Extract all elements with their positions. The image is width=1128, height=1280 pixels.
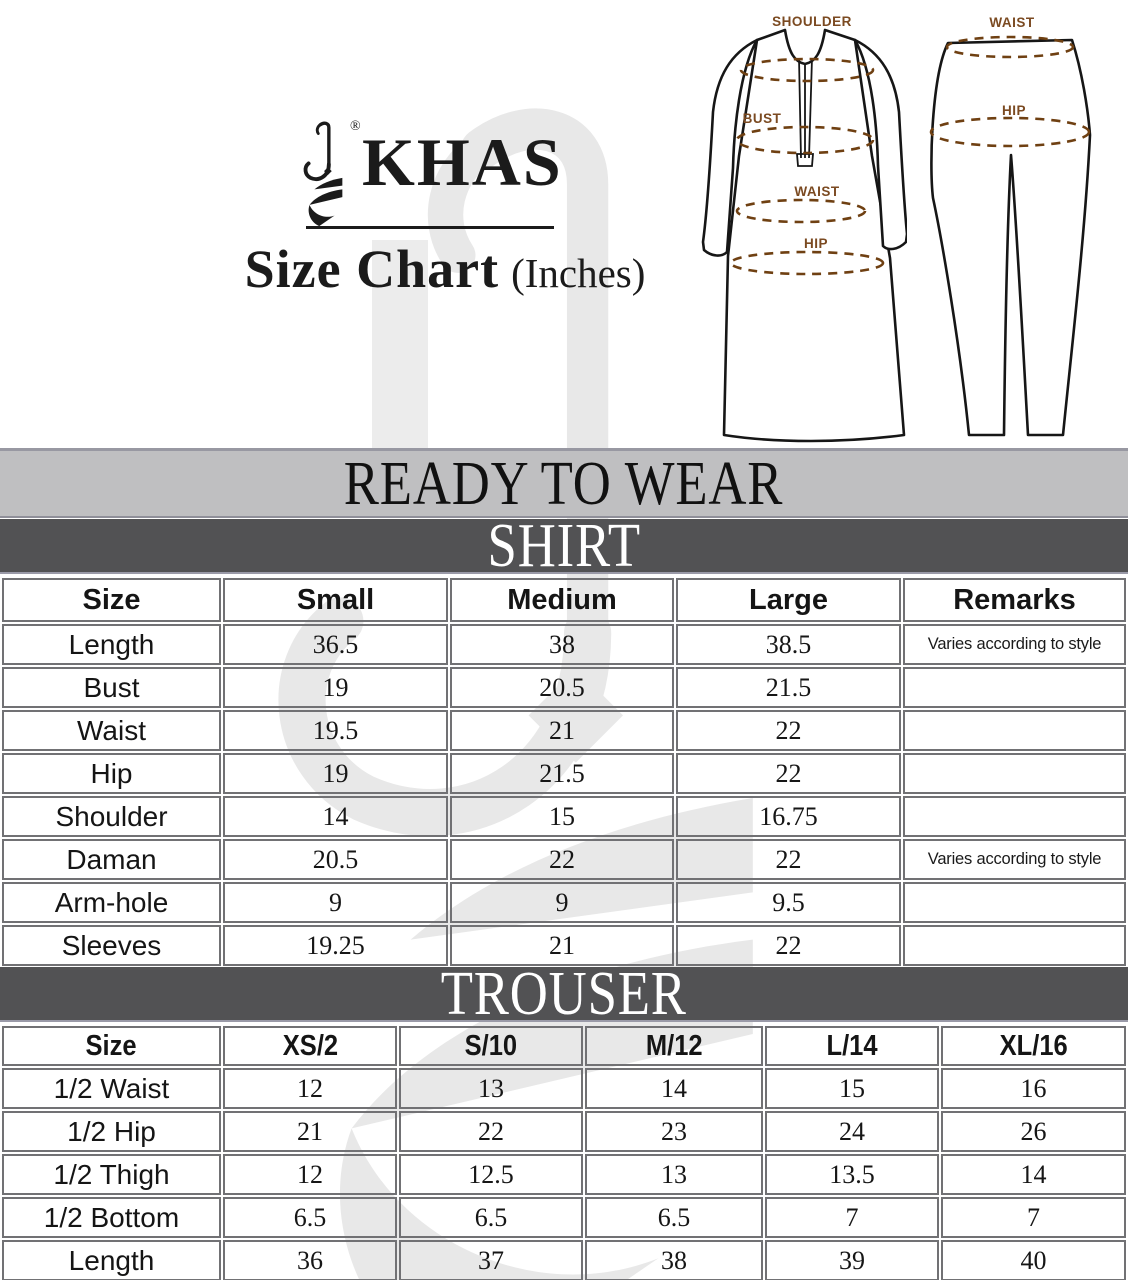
shirt-col-header-size: Size (2, 578, 221, 622)
ready-to-wear-banner-text: READY TO WEAR (344, 449, 784, 518)
shirt-col-header-small: Small (223, 578, 448, 622)
shirt-size-value: 9 (223, 882, 448, 923)
trouser-size-value: 12.5 (399, 1154, 583, 1195)
trouser-section-banner (0, 959, 1128, 1028)
shirt-row-label: Waist (2, 710, 221, 751)
trouser-size-value: 23 (585, 1111, 763, 1152)
shirt-size-table (0, 576, 1128, 968)
trouser-size-value: 13 (585, 1154, 763, 1195)
shirt-size-value: 38.5 (676, 624, 901, 665)
trouser-size-value: 13 (399, 1068, 583, 1109)
trouser-row-label: 1/2 Thigh (2, 1154, 221, 1195)
shirt-table-row (2, 667, 1126, 708)
shirt-remark (903, 753, 1126, 794)
trouser-col-header-size: Size (2, 1026, 221, 1066)
trouser-row-label: 1/2 Waist (2, 1068, 221, 1109)
shirt-size-value: 20.5 (223, 839, 448, 880)
trouser-outline (931, 40, 1090, 435)
shirt-size-value: 22 (676, 925, 901, 966)
shirt-table-row (2, 796, 1126, 837)
trouser-size-value: 26 (941, 1111, 1126, 1152)
shirt-row-label: Arm-hole (2, 882, 221, 923)
trouser-size-value: 7 (941, 1197, 1126, 1238)
trouser-col-header-xl16: XL/16 (941, 1026, 1126, 1066)
shirt-size-value: 21.5 (676, 667, 901, 708)
trouser-size-value: 14 (941, 1154, 1126, 1195)
shirt-size-value: 15 (450, 796, 674, 837)
trouser-col-header-xs2: XS/2 (223, 1026, 397, 1066)
shirt-size-value: 21 (450, 710, 674, 751)
shirt-size-value: 9.5 (676, 882, 901, 923)
trouser-size-value: 38 (585, 1240, 763, 1280)
trouser-size-value: 6.5 (585, 1197, 763, 1238)
shirt-remark (903, 710, 1126, 751)
trouser-size-value: 12 (223, 1068, 397, 1109)
trouser-size-value: 6.5 (399, 1197, 583, 1238)
trouser-col-header-s10: S/10 (399, 1026, 583, 1066)
shirt-size-value: 38 (450, 624, 674, 665)
shirt-table-row (2, 624, 1126, 665)
shirt-remark (903, 796, 1126, 837)
registered-trademark-symbol: ® (350, 119, 361, 134)
shirt-row-label: Length (2, 624, 221, 665)
shirt-size-value: 22 (676, 839, 901, 880)
trouser-table-row (2, 1154, 1126, 1195)
shirt-table-row (2, 710, 1126, 751)
shirt-remark: Varies according to style (903, 624, 1126, 665)
page-title-text: Size Chart (244, 239, 500, 299)
trouser-table-row (2, 1068, 1126, 1109)
trouser-size-value: 16 (941, 1068, 1126, 1109)
brand-name: KHAS (362, 124, 563, 200)
trouser-size-value: 22 (399, 1111, 583, 1152)
shirt-col-header-medium: Medium (450, 578, 674, 622)
shirt-table-row (2, 753, 1126, 794)
shirt-row-label: Hip (2, 753, 221, 794)
shirt-table-header-row (2, 578, 1126, 622)
hip-label: HIP (803, 236, 829, 251)
shirt-remark: Varies according to style (903, 839, 1126, 880)
shirt-col-header-remarks: Remarks (903, 578, 1126, 622)
trouser-size-value: 37 (399, 1240, 583, 1280)
waist-label: WAIST (794, 184, 840, 199)
shirt-row-label: Sleeves (2, 925, 221, 966)
trouser-table-header-row (2, 1026, 1126, 1066)
trouser-size-value: 6.5 (223, 1197, 397, 1238)
shirt-size-value: 19 (223, 667, 448, 708)
trouser-size-value: 14 (585, 1068, 763, 1109)
logo-divider (306, 226, 554, 229)
trouser-size-value: 7 (765, 1197, 939, 1238)
shirt-size-value: 22 (450, 839, 674, 880)
shirt-remark (903, 667, 1126, 708)
trouser-size-value: 13.5 (765, 1154, 939, 1195)
shirt-size-value: 22 (676, 710, 901, 751)
shirt-size-value: 21.5 (450, 753, 674, 794)
shirt-banner-text: SHIRT (487, 511, 641, 580)
trouser-size-value: 24 (765, 1111, 939, 1152)
shirt-size-value: 9 (450, 882, 674, 923)
trouser-row-label: 1/2 Hip (2, 1111, 221, 1152)
shirt-size-value: 16.75 (676, 796, 901, 837)
shirt-size-value: 19.25 (223, 925, 448, 966)
trouser-col-header-l14: L/14 (765, 1026, 939, 1066)
khas-logo-mark-icon (298, 118, 352, 230)
bust-label: BUST (742, 111, 782, 126)
shirt-row-label: Shoulder (2, 796, 221, 837)
ready-to-wear-banner (0, 448, 1128, 518)
trouser-hip-label: HIP (1001, 103, 1027, 118)
shirt-row-label: Daman (2, 839, 221, 880)
shirt-table-row (2, 839, 1126, 880)
trouser-size-value: 40 (941, 1240, 1126, 1280)
shirt-size-value: 14 (223, 796, 448, 837)
trouser-size-value: 36 (223, 1240, 397, 1280)
trouser-size-table (0, 1024, 1128, 1280)
shirt-row-label: Bust (2, 667, 221, 708)
shirt-remark (903, 925, 1126, 966)
trouser-col-header-m12: M/12 (585, 1026, 763, 1066)
shirt-size-value: 36.5 (223, 624, 448, 665)
shirt-remark (903, 882, 1126, 923)
trouser-banner-text: TROUSER (440, 959, 688, 1028)
page-title (235, 238, 655, 300)
trouser-size-value: 39 (765, 1240, 939, 1280)
shirt-table-row (2, 882, 1126, 923)
trouser-row-label: 1/2 Bottom (2, 1197, 221, 1238)
trouser-waist-label: WAIST (989, 15, 1035, 30)
trouser-size-value: 15 (765, 1068, 939, 1109)
trouser-table-row (2, 1111, 1126, 1152)
page-title-unit: (Inches) (511, 250, 646, 296)
shirt-size-value: 19 (223, 753, 448, 794)
shirt-size-value: 21 (450, 925, 674, 966)
shirt-section-banner (0, 511, 1128, 580)
shirt-size-value: 20.5 (450, 667, 674, 708)
trouser-table-row (2, 1240, 1126, 1280)
trouser-size-value: 21 (223, 1111, 397, 1152)
shoulder-label: SHOULDER (772, 14, 852, 29)
trouser-size-value: 12 (223, 1154, 397, 1195)
shirt-size-value: 22 (676, 753, 901, 794)
trouser-measurement-diagram (922, 15, 1094, 443)
shirt-size-value: 19.5 (223, 710, 448, 751)
shirt-col-header-large: Large (676, 578, 901, 622)
trouser-row-label: Length (2, 1240, 221, 1280)
trouser-table-row (2, 1197, 1126, 1238)
shirt-measurement-diagram (695, 8, 907, 445)
